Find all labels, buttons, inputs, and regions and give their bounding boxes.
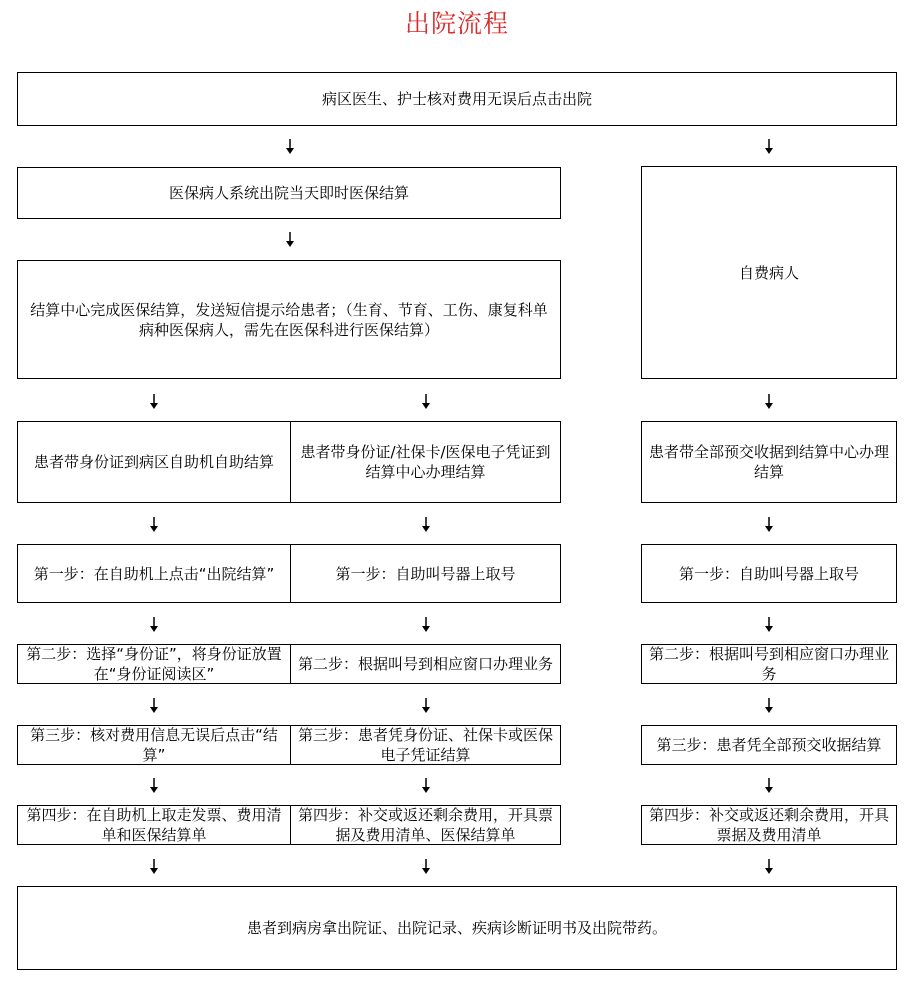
node-counter-step2-label: 第二步：根据叫号到相应窗口办理业务 — [297, 655, 553, 673]
page-title: 出院流程 — [404, 9, 509, 38]
arrow-down-icon — [149, 859, 159, 875]
arrow-down-icon — [764, 139, 774, 155]
node-counter-step3-label: 第三步：患者凭身份证、社保卡或医保电子凭证结算 — [297, 726, 553, 764]
arrow-down-icon — [149, 698, 159, 714]
node-start-label: 病区医生、护士核对费用无误后点击出院 — [321, 90, 592, 108]
node-insured-label: 医保病人系统出院当天即时医保结算 — [168, 184, 409, 202]
arrow-down-icon — [764, 517, 774, 533]
arrow-down-icon — [764, 778, 774, 794]
node-counter — [290, 421, 561, 503]
arrow-down-icon — [149, 394, 159, 410]
arrow-down-icon — [421, 517, 431, 533]
arrow-down-icon — [285, 232, 295, 248]
node-counter-step1-label: 第一步：自助叫号器上取号 — [335, 564, 516, 583]
node-kiosk-step1-label: 第一步：在自助机上点击“出院结算” — [33, 564, 275, 583]
node-counter-step2 — [290, 644, 561, 684]
node-self-step4-label: 第四步：补交或返还剩余费用，开具票据及费用清单 — [648, 806, 889, 844]
node-self-step2 — [641, 644, 897, 684]
node-self-step1 — [641, 544, 897, 603]
node-end — [17, 886, 897, 970]
node-start — [17, 72, 897, 126]
node-counter-step4 — [290, 805, 561, 845]
node-settle-center — [17, 260, 561, 379]
node-settle-center-label: 结算中心完成医保结算，发送短信提示给患者；（生育、节育、工伤、康复科单病种医保病人，需先在医保科进行医保结算） — [30, 300, 548, 339]
arrow-down-icon — [764, 617, 774, 633]
node-self-step3-label: 第三步：患者凭全部预交收据结算 — [656, 736, 882, 754]
node-self-step3 — [641, 725, 897, 765]
node-kiosk-step3-label: 第三步：核对费用信息无误后点击“结算” — [30, 726, 278, 764]
node-self-counter — [641, 421, 897, 503]
node-self-step4 — [641, 805, 897, 845]
node-counter-step3 — [290, 725, 561, 765]
node-self-pay-label: 自费病人 — [738, 263, 799, 282]
arrow-down-icon — [764, 394, 774, 410]
arrow-down-icon — [285, 139, 295, 155]
node-self-pay — [641, 166, 897, 379]
node-counter-step4-label: 第四步：补交或返还剩余费用，开具票据及费用清单、医保结算单 — [297, 806, 553, 844]
arrow-down-icon — [149, 778, 159, 794]
arrow-down-icon — [764, 698, 774, 714]
arrow-down-icon — [421, 778, 431, 794]
node-insured — [17, 167, 561, 219]
arrow-down-icon — [421, 859, 431, 875]
node-kiosk-step1 — [17, 544, 291, 603]
node-self-step1-label: 第一步：自助叫号器上取号 — [678, 564, 859, 583]
arrow-down-icon — [421, 617, 431, 633]
node-self-counter-label: 患者带全部预交收据到结算中心办理结算 — [648, 443, 889, 481]
node-kiosk-step3 — [17, 725, 291, 765]
node-kiosk-step4-label: 第四步：在自助机上取走发票、费用清单和医保结算单 — [26, 806, 282, 844]
node-end-label: 患者到病房拿出院证、出院记录、疾病诊断证明书及出院带药。 — [246, 919, 667, 937]
arrow-down-icon — [421, 698, 431, 714]
node-counter-step1 — [290, 544, 561, 603]
arrow-down-icon — [764, 859, 774, 875]
node-counter-label: 患者带身份证/社保卡/医保电子凭证到结算中心办理结算 — [300, 443, 551, 481]
arrow-down-icon — [149, 517, 159, 533]
node-self-step2-label: 第二步：根据叫号到相应窗口办理业务 — [648, 645, 889, 683]
arrow-down-icon — [149, 617, 159, 633]
node-kiosk-step2-label: 第二步：选择“身份证”，将身份证放置在“身份证阅读区” — [26, 645, 282, 683]
node-kiosk-label: 患者带身份证到病区自助机自助结算 — [33, 453, 274, 471]
arrow-down-icon — [421, 394, 431, 410]
node-kiosk — [17, 421, 291, 503]
node-kiosk-step2 — [17, 644, 291, 684]
node-kiosk-step4 — [17, 805, 291, 845]
